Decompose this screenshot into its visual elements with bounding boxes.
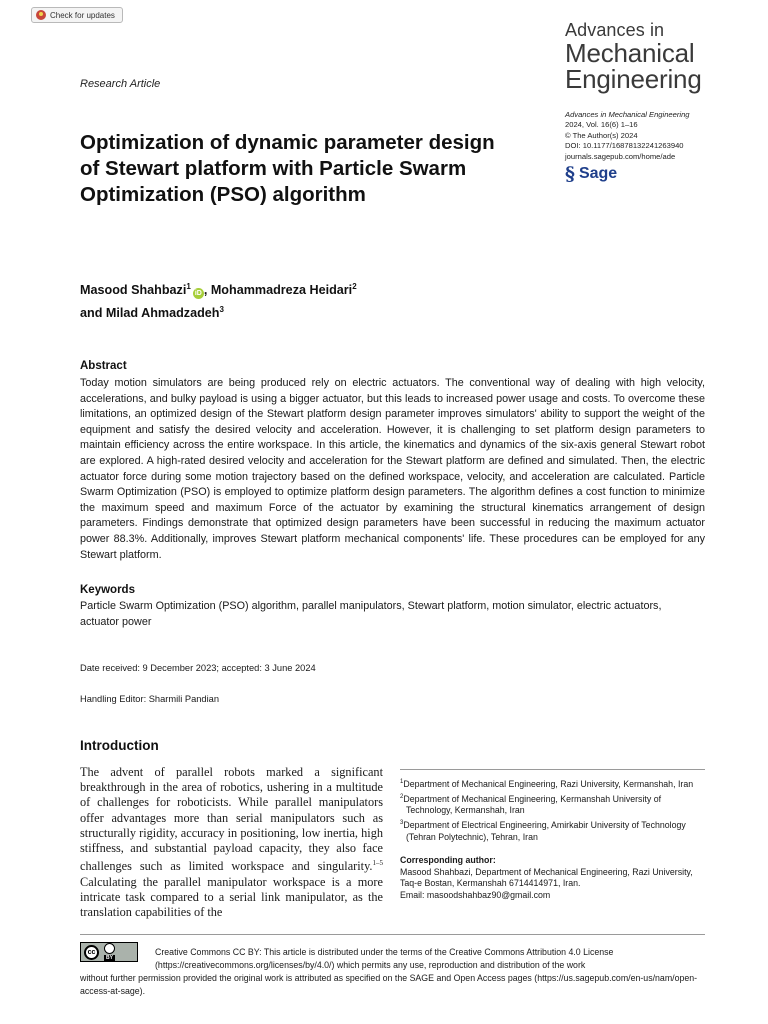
introduction-text xyxy=(80,765,383,920)
affiliation-number: 2 xyxy=(400,793,404,800)
meta-journal: Advances in Mechanical Engineering xyxy=(565,110,690,119)
sage-label: Sage xyxy=(578,164,618,182)
affiliation-marker: 1 xyxy=(186,282,191,291)
handling-editor: Handling Editor: Sharmili Pandian xyxy=(80,694,220,704)
sage-s-icon: § xyxy=(565,163,575,186)
affiliation-item xyxy=(400,818,705,844)
corresponding-author-text: Masood Shahbazi, Department of Mechanical Engineering, Razi University, Taq-e Bostan, Kermanshah 6714414971, Iran. xyxy=(400,866,693,889)
meta-doi[interactable]: DOI: 10.1177/16878132241263940 xyxy=(565,141,684,151)
meta-url[interactable]: journals.sagepub.com/home/ade xyxy=(565,151,676,161)
author-conjunction: and xyxy=(80,306,106,321)
dates-received: Date received: 9 December 2023; accepted: 3 June 2024 xyxy=(80,663,316,673)
cc-by-badge[interactable] xyxy=(80,942,138,962)
cc-icon: cc xyxy=(84,945,99,960)
license-text-first: Creative Commons CC BY: This article is distributed under the terms of the Creative Commons Attribution 4.0 License (https://creativecommons.org/licenses/by/4.0/) which permits any use, reproduction and distribution of the work xyxy=(155,947,614,970)
keywords-heading: Keywords xyxy=(80,584,135,596)
affiliation-text: Department of Mechanical Engineering, Razi University, Kermanshah, Iran xyxy=(403,778,694,789)
article-type: Research Article xyxy=(80,78,161,90)
abstract-heading: Abstract xyxy=(80,360,127,372)
by-label: BY xyxy=(106,955,113,961)
affiliation-text: Department of Mechanical Engineering, Kermanshah University of Technology, Kermanshah, Iran xyxy=(403,793,662,816)
corresponding-author-label: Corresponding author: xyxy=(400,854,496,865)
by-person-icon xyxy=(104,943,115,954)
license-text-rest: without further permission provided the original work is attributed as specified on the SAGE and Open Access pages (https://us.sagepub.com/en-us/nam/open-access-at-sage). xyxy=(80,973,698,996)
journal-logo-line1: Advances in xyxy=(565,20,665,40)
author-separator: , xyxy=(203,283,211,298)
crossmark-icon xyxy=(36,10,46,20)
introduction-heading: Introduction xyxy=(80,738,159,753)
affiliation-item xyxy=(400,792,705,818)
meta-copyright: © The Author(s) 2024 xyxy=(565,130,638,140)
affiliation-text: Department of Electrical Engineering, Amirkabir University of Technology (Tehran Polytechnic), Tehran, Iran xyxy=(403,820,686,842)
meta-volume: 2024, Vol. 16(6) 1–16 xyxy=(565,120,638,130)
author-name[interactable]: Milad Ahmadzadeh xyxy=(105,306,220,321)
abstract-text: Today motion simulators are being produced rely on electric actuators. The conventional way of dealing with high velocity, accelerations, and bulky payload is using a bigger actuator, but this leads to increased power usage and costs. To overcome these limitations, an optimized design of the Stewart platform design parameter improves simulators' ability to support the weight of the equipment and satisfy the desired velocity and acceleration. However, it is challenging to set platform design parameters to maintain efficiency across the entire workspace. In this article, the kinematics and dynamics of the six-axis general Stewart robot are explored. A high-rated desired velocity and acceleration for the Stewart platform are defined and simulated. Then, the electric actuator force during some motion trajectory based on the defined workspace, velocity, and acceleration are calculated. Particle Swarm Optimization (PSO) is employed to optimize platform design parameters. The algorithm defines a cost function to minimize the maximum speed and maximum Force of the actuator by examining the structural kinematics arrangement of design parameters. Findings demonstrate that optimized design parameters have been successful in reducing the maximum actuator power 88.3%. Additionally, improves Stewart platform mechanical components' life. These procedures can be employed for any Stewart platform. xyxy=(80,377,705,561)
affiliation-marker: 2 xyxy=(352,282,357,291)
keywords-text: Particle Swarm Optimization (PSO) algorithm, parallel manipulators, Stewart platform, motion simulator, electric actuators, actuator power xyxy=(80,600,662,628)
affiliations xyxy=(400,777,705,902)
author-name[interactable]: Masood Shahbazi xyxy=(80,283,187,298)
license-divider xyxy=(80,934,705,935)
affiliation-item xyxy=(400,777,705,791)
check-for-updates-label: Check for updates xyxy=(50,10,115,20)
introduction-text-part1: The advent of parallel robots marked a significant breakthrough in the area of robotics, ushering in a multitude of challenges for roboticists. While parallel manipulators offer advantages more than serial manipulators such as structurally rigidity, accuracy in positioning, low inertia, high stiffness, and substantial payload capacity, they also face challenges such as limited workspace and singularity. xyxy=(80,765,383,874)
sage-logo xyxy=(565,163,690,186)
orcid-icon[interactable]: iD xyxy=(194,290,202,298)
article-title: Optimization of dynamic parameter design of Stewart platform with Particle Swarm Optimization (PSO) algorithm xyxy=(80,131,495,206)
by-icon-block xyxy=(104,943,115,961)
check-for-updates-button[interactable] xyxy=(31,7,123,23)
citation-ref[interactable]: 1–5 xyxy=(372,859,383,868)
affiliation-number: 1 xyxy=(400,779,404,785)
affiliation-marker: 3 xyxy=(219,305,224,315)
author-name[interactable]: Mohammadreza Heidari xyxy=(210,283,353,298)
journal-logo xyxy=(565,20,702,92)
journal-logo-line3: Engineering xyxy=(565,64,702,94)
affiliations-divider xyxy=(400,769,705,770)
introduction-text-part2: Calculating the parallel manipulator workspace is a more intricate task compared to a serial link manipulator, as the translation capabilities of the xyxy=(80,874,383,919)
affiliation-number: 3 xyxy=(400,820,404,827)
author-list xyxy=(80,277,480,323)
corresponding-author-email[interactable]: Email: masoodshahbaz90@gmail.com xyxy=(400,890,551,901)
article-meta xyxy=(565,110,690,186)
journal-logo-line2: Mechanical xyxy=(565,38,695,68)
